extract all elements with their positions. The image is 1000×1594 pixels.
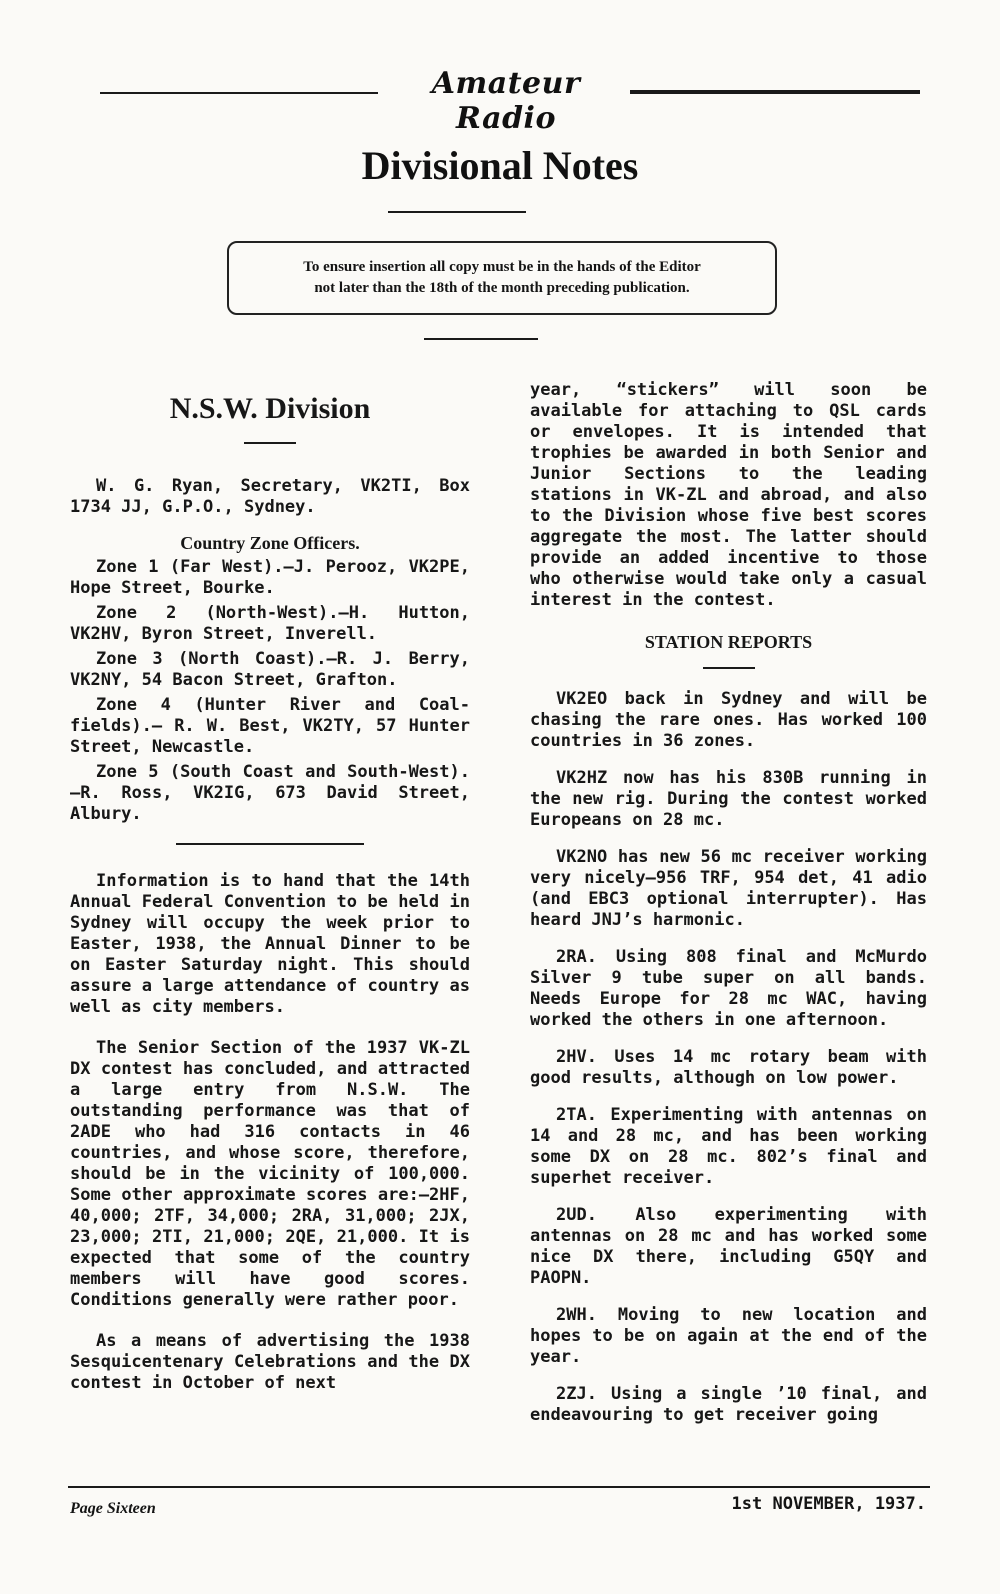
issue-date: 1st NOVEMBER, 1937. xyxy=(731,1494,926,1514)
division-heading: N.S.W. Division xyxy=(169,392,371,425)
continuation-paragraph: year, “stickers” will soon be available for attaching to QSL cards or envelopes. It is intended that trophies be awarded in both Senior and Junior Sections to the leading stations in VK-ZL and abroad, and also to the Division whose five best scores aggregate the most. The latter should provide an added incentive to those who otherwise would take only a casual interest in the contest. xyxy=(530,380,927,610)
zone-officers-heading: Country Zone Officers. xyxy=(180,533,360,553)
zone-entry: Zone 4 (Hunter River and Coal-fields).— R. W. Best, VK2TY, 57 Hunter Street, Newcastle. xyxy=(70,695,470,757)
zone-entry: Zone 2 (North-West).—H. Hutton, VK2HV, Byron Street, Inverell. xyxy=(70,603,470,644)
station-report: 2WH. Moving to new location and hopes to be on again at the end of the year. xyxy=(530,1305,927,1367)
page-title: Divisional Notes xyxy=(361,143,639,188)
zone-entry: Zone 3 (North Coast).—R. J. Berry, VK2NY, 54 Bacon Street, Grafton. xyxy=(70,649,470,690)
right-column xyxy=(530,380,927,1426)
secretary-paragraph: W. G. Ryan, Secretary, VK2TI, Box 1734 JJ, G.P.O., Sydney. xyxy=(70,476,470,517)
station-report: 2HV. Uses 14 mc rotary beam with good results, although on low power. xyxy=(530,1047,927,1088)
zone-entry: Zone 5 (South Coast and South-West).—R. Ross, VK2IG, 673 David Street, Albury. xyxy=(70,762,470,824)
station-report: VK2EO back in Sydney and will be chasing the rare ones. Has worked 100 countries in 36 zones. xyxy=(530,689,927,751)
masthead-rule-right xyxy=(630,90,920,94)
convention-paragraph: Information is to hand that the 14th Annual Federal Convention to be held in Sydney will occupy the week prior to Easter, 1938, the Annual Dinner to be on Easter Saturday night. This should assure a large attendance of country as well as city members. xyxy=(70,871,470,1017)
advertising-paragraph: As a means of advertising the 1938 Sesquicentenary Celebrations and the DX contest in October of next xyxy=(70,1331,470,1393)
masthead-rule-left xyxy=(100,92,378,94)
station-report: 2ZJ. Using a single ’10 final, and endeavouring to get receiver going xyxy=(530,1384,927,1425)
station-report: VK2HZ now has his 830B running in the new rig. During the contest worked Europeans on 28 mc. xyxy=(530,768,927,830)
editor-notice-box xyxy=(227,241,777,315)
station-reports-heading: STATION REPORTS xyxy=(644,632,813,652)
zone-entry: Zone 1 (Far West).—J. Perooz, VK2PE, Hope Street, Bourke. xyxy=(70,557,470,598)
notice-line-1: To ensure insertion all copy must be in the hands of the Editor xyxy=(303,259,701,275)
title-divider xyxy=(388,211,526,213)
masthead-title: Amateur Radio xyxy=(431,66,581,136)
page-number: Page Sixteen xyxy=(70,1500,156,1517)
reports-divider xyxy=(703,667,755,669)
station-report: VK2NO has new 56 mc receiver working very nicely—956 TRF, 954 det, 41 adio (and EBC3 optional interrupter). Has heard JNJ’s harmonic. xyxy=(530,847,927,930)
footer-rule xyxy=(68,1486,930,1488)
station-report: 2UD. Also experimenting with antennas on 28 mc and has worked some nice DX there, including G5QY and PAOPN. xyxy=(530,1205,927,1288)
notice-divider xyxy=(424,338,538,340)
contest-paragraph: The Senior Section of the 1937 VK-ZL DX contest has concluded, and attracted a large entry from N.S.W. The outstanding performance was that of 2ADE who had 316 contacts in 46 countries, and whose score, therefore, should be in the vicinity of 100,000. Some other approximate scores are:—2HF, 40,000; 2TF, 34,000; 2RA, 31,000; 2JX, 23,000; 2TI, 21,000; 2QE, 21,000. It is expected that some of the country members will have good scores. Conditions generally were rather poor. xyxy=(70,1038,470,1310)
section-divider xyxy=(176,843,364,845)
left-column xyxy=(70,390,470,1394)
station-report: 2RA. Using 808 final and McMurdo Silver 9 tube super on all bands. Needs Europe for 28 mc WAC, having worked the others in one afternoon. xyxy=(530,947,927,1030)
masthead xyxy=(100,66,920,136)
notice-line-2: not later than the 18th of the month preceding publication. xyxy=(314,280,690,296)
division-divider xyxy=(244,442,296,444)
station-report: 2TA. Experimenting with antennas on 14 and 28 mc, and has been working some DX on 28 mc. 802’s final and superhet receiver. xyxy=(530,1105,927,1188)
